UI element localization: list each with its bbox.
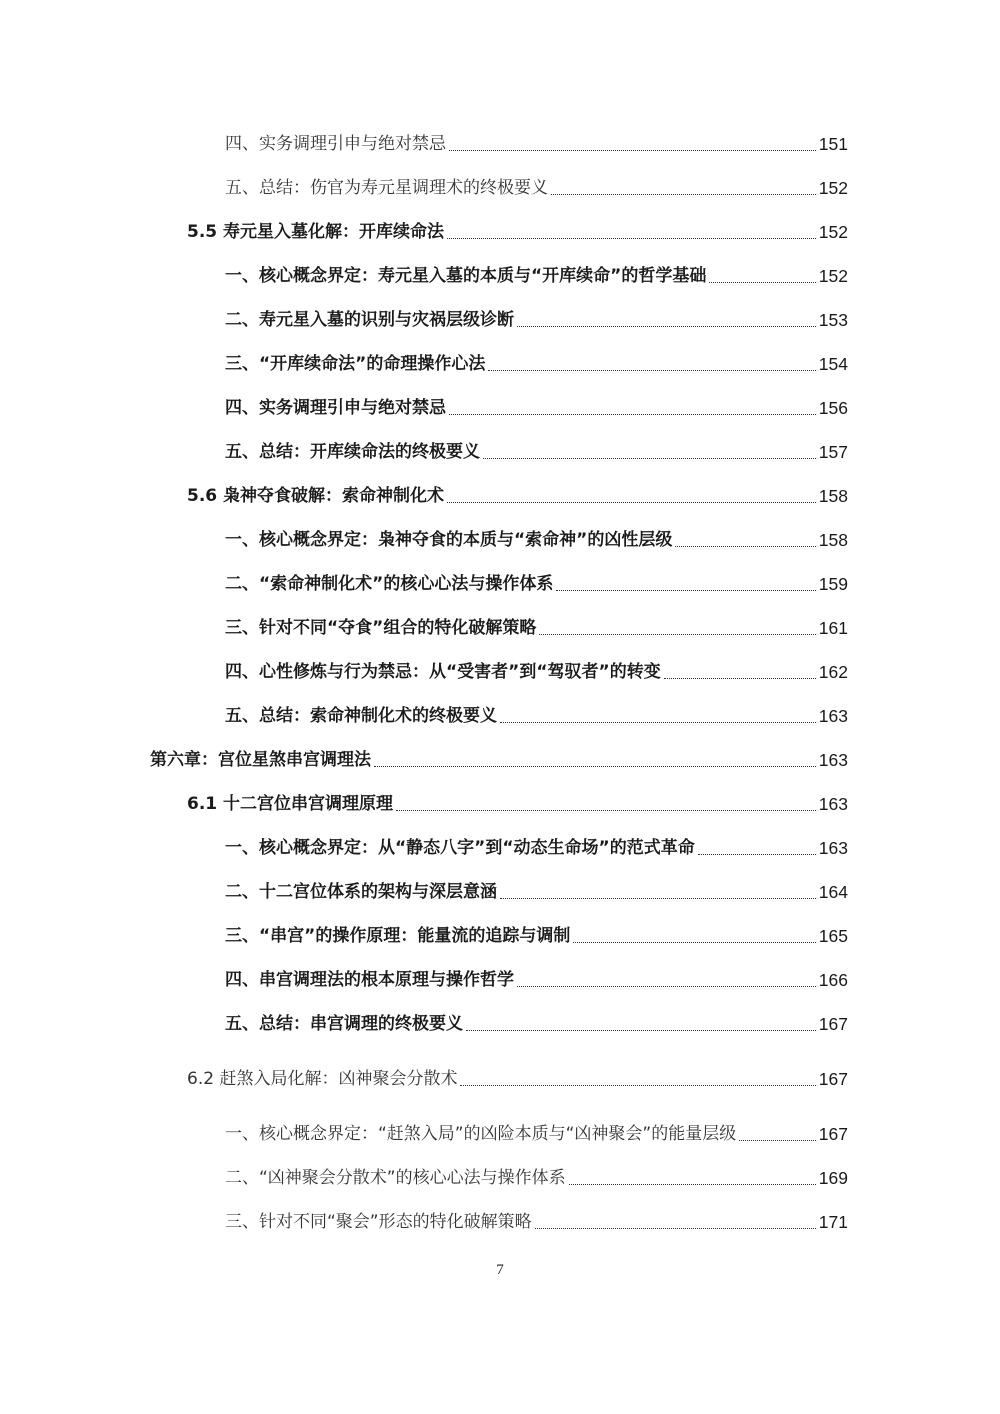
toc-entry[interactable] (187, 773, 848, 817)
dot-leader (517, 326, 816, 327)
toc-entry-page: 152 (818, 266, 848, 286)
toc-entry-chapter[interactable] (150, 729, 848, 773)
toc-entry[interactable] (225, 1191, 848, 1235)
toc-entry[interactable] (225, 861, 848, 905)
toc-entry-page: 154 (818, 354, 848, 374)
dot-leader (664, 678, 816, 679)
dot-leader (447, 502, 816, 503)
toc-entry-title: 6.2 赶煞入局化解：凶神聚会分散术 (187, 1069, 458, 1089)
toc-entry-page: 164 (818, 882, 848, 902)
toc-entry[interactable] (225, 1147, 848, 1191)
dot-leader (539, 634, 815, 635)
toc-entry[interactable] (225, 685, 848, 729)
toc-entry[interactable] (225, 949, 848, 993)
toc-entry-page: 159 (818, 574, 848, 594)
dot-leader (500, 722, 816, 723)
toc-entry[interactable] (187, 1048, 848, 1092)
dot-leader (374, 766, 816, 767)
dot-leader (449, 150, 816, 151)
dot-leader (517, 986, 816, 987)
dot-leader (396, 810, 816, 811)
toc-entry[interactable] (225, 333, 848, 377)
toc-entry-page: 161 (818, 618, 848, 638)
dot-leader (535, 1228, 816, 1229)
toc-entry-title: 二、十二宫位体系的架构与深层意涵 (225, 882, 497, 902)
toc-entry-page: 167 (818, 1014, 848, 1034)
dot-leader (675, 546, 815, 547)
toc-entry-title: 五、总结：串宫调理的终极要义 (225, 1014, 463, 1034)
toc-entry-page: 171 (818, 1212, 848, 1232)
toc-entry-title: 三、“开库续命法”的命理操作心法 (225, 354, 486, 374)
toc-entry[interactable] (225, 377, 848, 421)
toc-entry-page: 162 (818, 662, 848, 682)
toc-entry-title: 5.5 寿元星入墓化解：开库续命法 (187, 222, 445, 242)
toc-entry-title: 三、针对不同“夺食”组合的特化破解策略 (225, 618, 537, 638)
toc-entry[interactable] (225, 817, 848, 861)
toc-entry[interactable] (225, 157, 848, 201)
dot-leader (573, 942, 815, 943)
dot-leader (449, 414, 816, 415)
toc-entry[interactable] (225, 905, 848, 949)
toc-entry-page: 157 (818, 442, 848, 462)
toc-entry-title: 五、总结：开库续命法的终极要义 (225, 442, 480, 462)
toc-entry-title: 二、寿元星入墓的识别与灾祸层级诊断 (225, 310, 514, 330)
toc-entry-title: 二、“凶神聚会分散术”的核心心法与操作体系 (225, 1168, 566, 1188)
toc-entry[interactable] (187, 201, 848, 245)
toc-entry-title: 6.1 十二宫位串宫调理原理 (187, 794, 394, 814)
toc-entry[interactable] (225, 993, 848, 1037)
toc-entry[interactable] (225, 421, 848, 465)
toc-entry-page: 158 (818, 486, 848, 506)
toc-entry-title: 一、核心概念界定：从“静态八字”到“动态生命场”的范式革命 (225, 838, 695, 858)
toc-entry[interactable] (225, 289, 848, 333)
toc-entry-page: 165 (818, 926, 848, 946)
toc-entry[interactable] (187, 465, 848, 509)
toc-entry[interactable] (225, 1103, 848, 1147)
toc-entry-title: 四、实务调理引申与绝对禁忌 (225, 134, 446, 154)
toc-entry-page: 156 (818, 398, 848, 418)
toc-entry-page: 158 (818, 530, 848, 550)
toc-entry-page: 167 (818, 1069, 848, 1089)
dot-leader (569, 1184, 816, 1185)
toc-entry-page: 163 (818, 706, 848, 726)
dot-leader (556, 590, 815, 591)
toc-entry[interactable] (225, 113, 848, 157)
dot-leader (483, 458, 816, 459)
toc-entry-title: 三、“串宫”的操作原理：能量流的追踪与调制 (225, 926, 571, 946)
page-number: 7 (496, 1262, 504, 1278)
dot-leader (488, 370, 815, 371)
toc-entry-page: 153 (818, 310, 848, 330)
toc-entry[interactable] (225, 509, 848, 553)
dot-leader (698, 854, 816, 855)
dot-leader (466, 1030, 816, 1031)
toc-entry-title: 四、串宫调理法的根本原理与操作哲学 (225, 970, 514, 990)
toc-entry-title: 五、总结：伤官为寿元星调理术的终极要义 (225, 178, 548, 198)
toc-entry-title: 五、总结：索命神制化术的终极要义 (225, 706, 497, 726)
toc-entry-title: 一、核心概念界定：枭神夺食的本质与“索命神”的凶性层级 (225, 530, 673, 550)
toc-entry-page: 163 (818, 750, 848, 770)
toc-entry-title: 5.6 枭神夺食破解：索命神制化术 (187, 486, 445, 506)
toc-entry-title: 二、“索命神制化术”的核心心法与操作体系 (225, 574, 554, 594)
toc-entry-page: 166 (818, 970, 848, 990)
toc-entry[interactable] (225, 641, 848, 685)
toc-entry[interactable] (225, 553, 848, 597)
toc-entry-page: 167 (818, 1124, 848, 1144)
toc-entry-title: 一、核心概念界定：“赶煞入局”的凶险本质与“凶神聚会”的能量层级 (225, 1124, 737, 1144)
dot-leader (500, 898, 816, 899)
dot-leader (460, 1085, 815, 1086)
toc-entry-title: 一、核心概念界定：寿元星入墓的本质与“开库续命”的哲学基础 (225, 266, 707, 286)
toc-entry-page: 163 (818, 794, 848, 814)
dot-leader (551, 194, 816, 195)
toc-entry-page: 163 (818, 838, 848, 858)
toc-entry[interactable] (225, 245, 848, 289)
toc-entry-page: 152 (818, 178, 848, 198)
toc-entry-title: 三、针对不同“聚会”形态的特化破解策略 (225, 1212, 532, 1232)
toc-entry-title: 第六章：宫位星煞串宫调理法 (150, 750, 371, 770)
dot-leader (739, 1140, 816, 1141)
dot-leader (447, 238, 816, 239)
toc-entry-page: 151 (818, 134, 848, 154)
toc-entry-title: 四、实务调理引申与绝对禁忌 (225, 398, 446, 418)
toc-entry-page: 169 (818, 1168, 848, 1188)
toc-entry-title: 四、心性修炼与行为禁忌：从“受害者”到“驾驭者”的转变 (225, 662, 661, 682)
toc-entry[interactable] (225, 597, 848, 641)
dot-leader (709, 282, 815, 283)
toc-entry-page: 152 (818, 222, 848, 242)
